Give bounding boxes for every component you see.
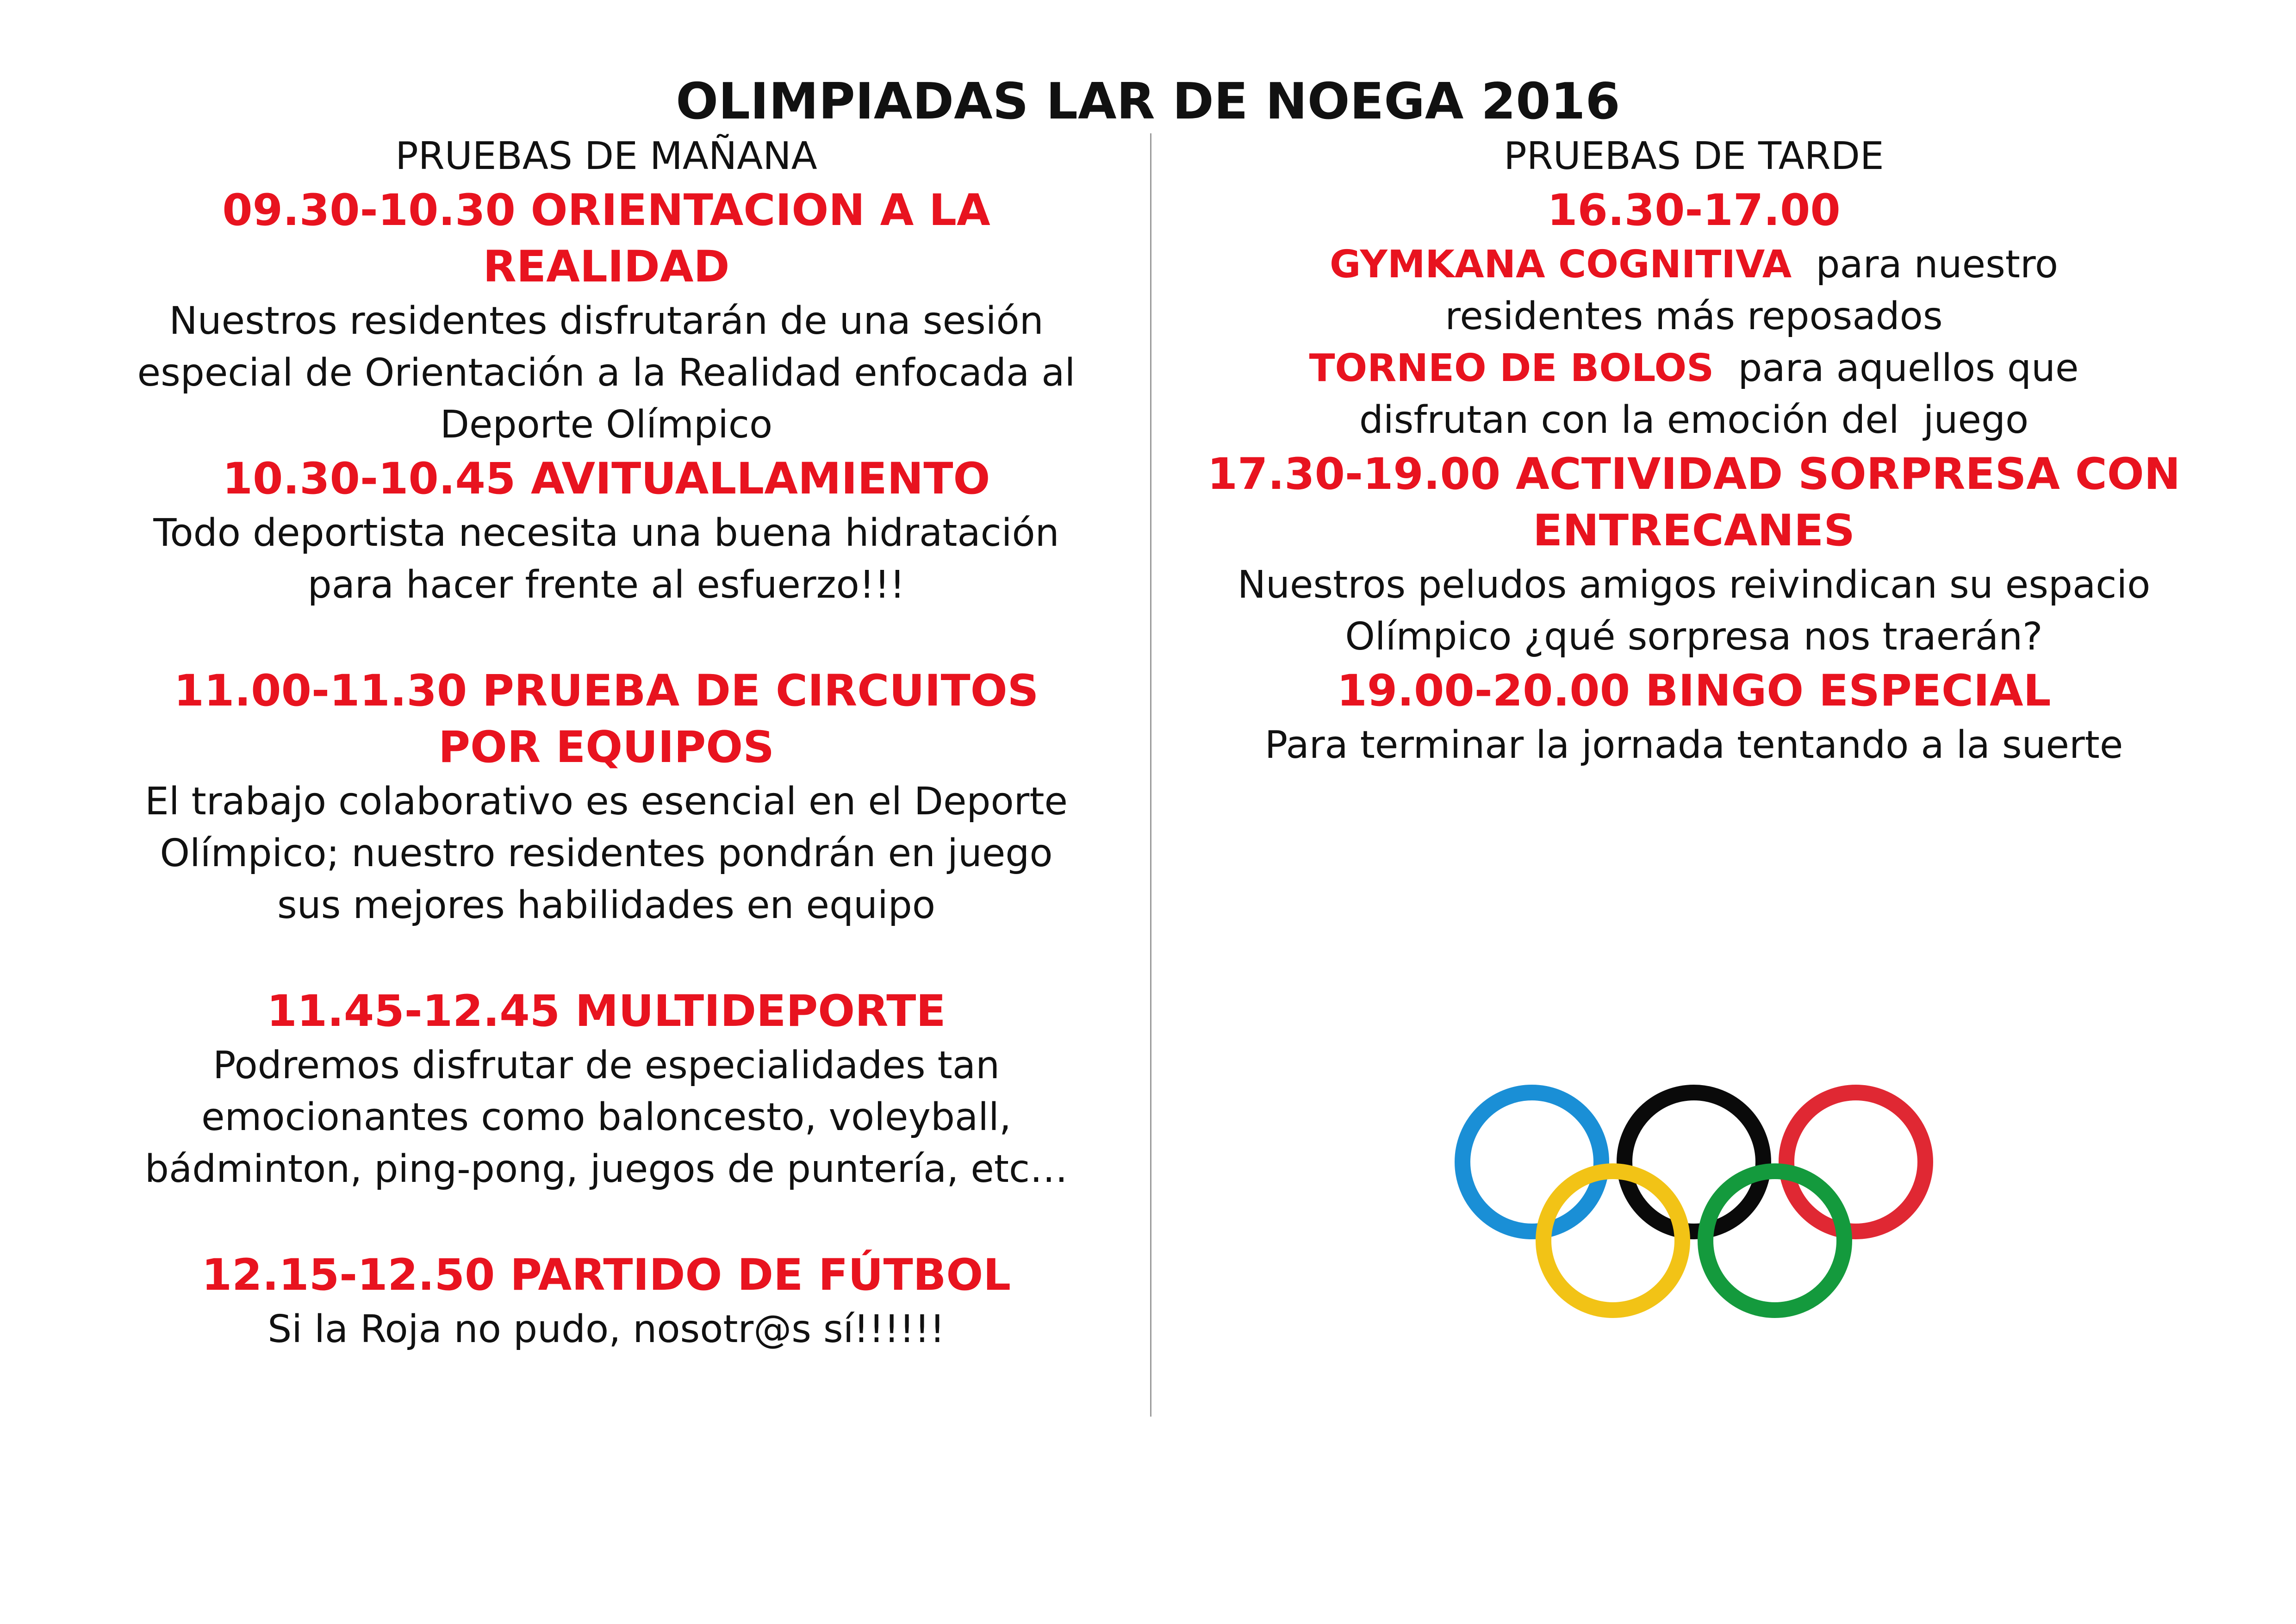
morning-column — [74, 131, 1139, 1355]
event-bingo — [1162, 663, 2226, 771]
event-description: Olímpico; nuestro residentes pondrán en juego — [160, 831, 1053, 875]
event-title: REALIDAD — [483, 242, 730, 292]
event-description: Olímpico ¿qué sorpresa nos traerán? — [1345, 615, 2043, 659]
event-avituallamiento — [74, 451, 1139, 611]
event-description — [1162, 239, 2226, 291]
event-description: para hacer frente al esfuerzo!!! — [307, 563, 905, 607]
event-title: 11.45-12.45 MULTIDEPORTE — [267, 986, 946, 1037]
event-title: 19.00-20.00 BINGO ESPECIAL — [1337, 666, 2051, 716]
event-description: sus mejores habilidades en equipo — [277, 883, 936, 927]
event-description: Podremos disfrutar de especialidades tan — [212, 1043, 1000, 1087]
morning-heading: PRUEBAS DE MAÑANA — [395, 134, 817, 178]
green-ring — [1705, 1171, 1844, 1310]
event-orientacion — [74, 182, 1139, 451]
afternoon-heading: PRUEBAS DE TARDE — [1504, 134, 1884, 178]
black-ring — [1624, 1093, 1763, 1231]
event-description: bádminton, ping-pong, juegos de puntería, etc… — [144, 1147, 1068, 1191]
event-description: Si la Roja no pudo, nosotr@s sí!!!!!! — [268, 1307, 945, 1351]
bolos-label: TORNEO DE BOLOS — [1309, 346, 1714, 390]
document-title: OLIMPIADAS LAR DE NOEGA 2016 — [676, 73, 1620, 131]
afternoon-column — [1162, 131, 2226, 771]
event-description: Para terminar la jornada tentando a la suerte — [1264, 723, 2123, 767]
event-multideporte — [74, 983, 1139, 1195]
red-ring — [1786, 1093, 1925, 1231]
blue-ring — [1462, 1093, 1601, 1231]
event-title: ENTRECANES — [1533, 506, 1855, 556]
event-description: disfrutan con la emoción del juego — [1359, 398, 2029, 442]
event-description — [1162, 343, 2226, 394]
event-description: El trabajo colaborativo es esencial en el Deporte — [145, 780, 1068, 824]
event-futbol — [74, 1247, 1139, 1355]
event-description: Deporte Olímpico — [440, 403, 773, 447]
event-time: 16.30-17.00 — [1547, 185, 1841, 236]
yellow-ring — [1543, 1171, 1682, 1310]
event-title: POR EQUIPOS — [438, 722, 774, 773]
event-title: 12.15-12.50 PARTIDO DE FÚTBOL — [201, 1250, 1011, 1300]
column-divider — [1150, 133, 1151, 1417]
event-description: Nuestros peludos amigos reivindican su espacio — [1237, 563, 2151, 607]
event-title: 09.30-10.30 ORIENTACION A LA — [222, 185, 990, 236]
event-description: Todo deportista necesita una buena hidratación — [153, 511, 1059, 555]
event-title: 10.30-10.45 AVITUALLAMIENTO — [222, 454, 990, 504]
event-title: 17.30-19.00 ACTIVIDAD SORPRESA CON — [1207, 449, 2181, 500]
event-description: residentes más reposados — [1445, 294, 1943, 338]
olympic-rings-icon — [1453, 1083, 1939, 1324]
event-circuitos — [74, 663, 1139, 931]
event-title: 11.00-11.30 PRUEBA DE CIRCUITOS — [174, 666, 1039, 716]
event-description: especial de Orientación a la Realidad enfocada al — [137, 351, 1076, 395]
bolos-text: para aquellos que — [1714, 346, 2079, 390]
gymkana-label: GYMKANA COGNITIVA — [1329, 243, 1792, 287]
event-description: Nuestros residentes disfrutarán de una sesión — [169, 299, 1044, 343]
gymkana-text: para nuestro — [1792, 243, 2059, 287]
event-gymkana-bolos — [1162, 182, 2226, 446]
event-description: emocionantes como baloncesto, voleyball, — [201, 1095, 1011, 1139]
event-entrecanes — [1162, 446, 2226, 663]
